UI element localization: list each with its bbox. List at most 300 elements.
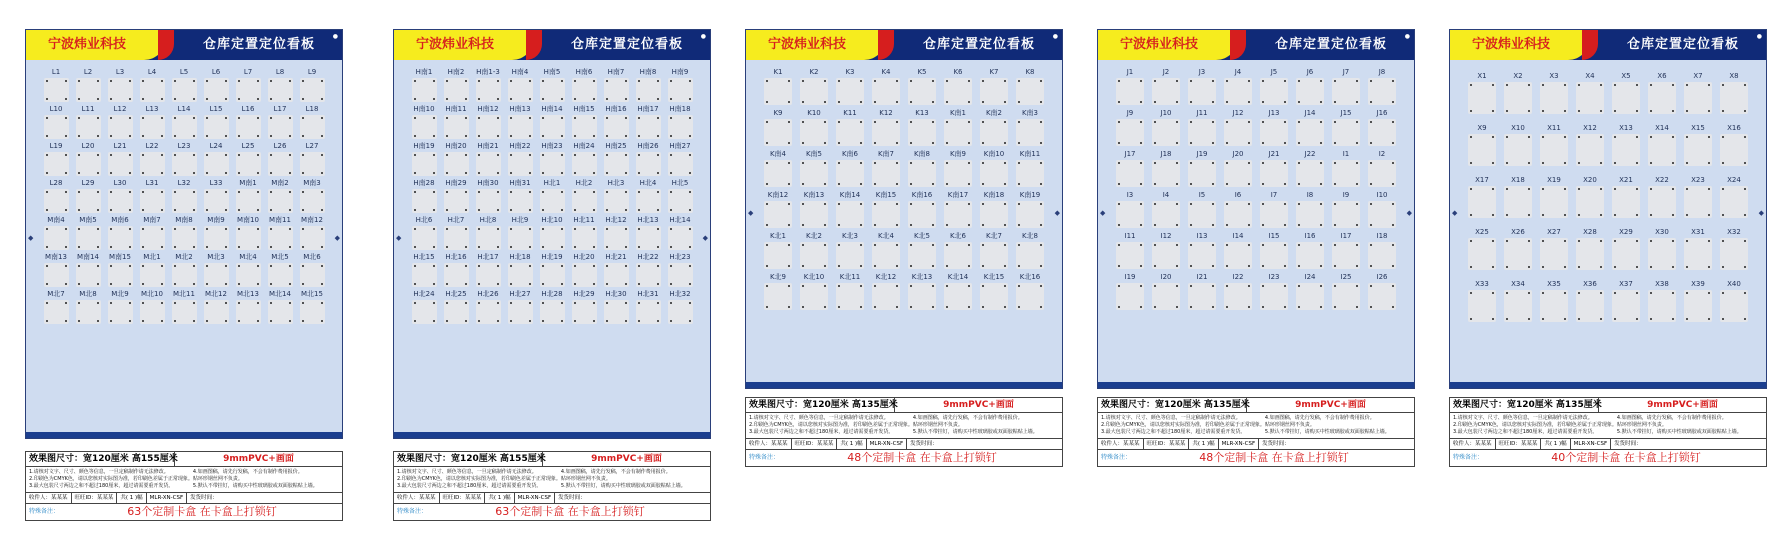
rivet-icon [946,101,948,103]
slot-label: H南13 [509,105,531,113]
slot-label: J2 [1162,68,1170,76]
card-slot [600,290,632,327]
card-box [300,78,325,102]
slot-label: X1 [1477,72,1487,80]
card-slot [1292,109,1328,150]
card-slot [72,290,104,327]
rivet-icon [1140,224,1142,226]
card-slot [600,142,632,179]
card-slot [632,253,664,290]
rivet-icon [465,135,467,137]
rivet-icon [1686,162,1688,164]
rivet-icon [860,162,862,164]
card-box [1648,238,1676,270]
slot-label: L4 [147,68,157,76]
rivet-icon [606,135,608,137]
card-box [300,189,325,213]
rivet-icon [78,209,80,211]
rivet-icon [1118,224,1120,226]
slot-label: H北24 [413,290,435,298]
slot-label: H南30 [477,179,499,187]
notes-row [26,467,342,493]
rivet-icon [414,154,416,156]
card-slot [1148,109,1184,150]
header-accent [1582,30,1598,60]
card-slot [904,68,940,109]
card-slot [1148,191,1184,232]
rivet-icon [896,285,898,287]
rivet-icon [1154,162,1156,164]
rivet-icon [129,98,131,100]
card-slot [832,68,868,109]
rivet-icon [1614,188,1616,190]
card-slot [408,253,440,290]
card-box [572,300,597,324]
rivet-icon [1650,110,1652,112]
slot-label: X27 [1547,228,1561,236]
card-box [236,263,261,287]
rivet-icon [1176,183,1178,185]
card-box [1188,160,1216,187]
slot-label: L12 [113,105,127,113]
rivet-icon [670,283,672,285]
card-box [1188,119,1216,146]
board-header [1098,30,1414,60]
slot-label: K12 [879,109,893,117]
card-slot [568,142,600,179]
slot-label: I25 [1340,273,1352,281]
card-box [508,152,533,176]
slot-label: X19 [1547,176,1561,184]
rivet-icon [1528,84,1530,86]
card-slot [664,68,696,105]
rivet-icon [1212,101,1214,103]
card-slot [440,290,472,327]
rivet-icon [766,101,768,103]
card-box [444,152,469,176]
rivet-icon [433,320,435,322]
card-box [1540,82,1568,114]
rivet-icon [238,172,240,174]
rivet-icon [625,98,627,100]
side-mark-icon: ◆ [396,234,402,242]
rivet-icon [1542,318,1544,320]
rivet-icon [1176,265,1178,267]
rivet-icon [1176,203,1178,205]
card-slot [1292,232,1328,273]
slot-label: M南11 [269,216,291,224]
rivet-icon [802,80,804,82]
card-box [1720,186,1748,218]
rivet-icon [1578,214,1580,216]
rivet-icon [321,80,323,82]
rivet-icon [433,117,435,119]
rivet-icon [446,135,448,137]
card-slot [1608,124,1644,176]
rivet-icon [302,172,304,174]
card-slot [1364,232,1400,273]
card-slot [796,68,832,109]
rivet-icon [593,154,595,156]
rivet-icon [1356,80,1358,82]
rivet-icon [1356,183,1358,185]
rivet-icon [1140,203,1142,205]
rivet-icon [968,121,970,123]
slot-label: H南8 [639,68,657,76]
rivet-icon [161,172,163,174]
rivet-icon [414,191,416,193]
rivet-icon [1708,266,1710,268]
board-title: 仓库定置定位看板 [1274,37,1387,52]
slot-label: X29 [1619,228,1633,236]
card-box [1684,186,1712,218]
rivet-icon [529,154,531,156]
rivet-icon [860,80,862,82]
rivet-icon [1392,80,1394,82]
rivet-icon [561,283,563,285]
rivet-icon [1578,84,1580,86]
rivet-icon [433,135,435,137]
rivet-icon [1018,285,1020,287]
rivet-icon [1650,318,1652,320]
rivet-icon [802,203,804,205]
rivet-icon [1284,265,1286,267]
rivet-icon [174,98,176,100]
rivet-icon [860,265,862,267]
wangwang-field: 旺旺ID：某某某 [72,493,118,503]
rivet-icon [689,265,691,267]
rivet-icon [574,135,576,137]
slot-label: M北5 [271,253,289,261]
rivet-icon [1672,110,1674,112]
rivet-icon [1370,121,1372,123]
rivet-icon [302,98,304,100]
card-box [44,115,69,139]
card-box [1152,119,1180,146]
card-box [172,78,197,102]
rivet-icon [161,80,163,82]
card-box [800,119,828,146]
rivet-icon [321,320,323,322]
card-slot [1328,150,1364,191]
slot-label: K5 [917,68,927,76]
card-slot [1256,232,1292,273]
card-box [1648,290,1676,322]
rivet-icon [946,183,948,185]
rivet-icon [802,101,804,103]
card-slot [104,290,136,327]
rivet-icon [896,162,898,164]
rivet-icon [802,244,804,246]
card-box [980,119,1008,146]
card-box [1720,238,1748,270]
rivet-icon [289,246,291,248]
rivet-icon [1176,306,1178,308]
rivet-icon [689,228,691,230]
rivet-icon [65,172,67,174]
rivet-icon [1334,306,1336,308]
rivet-icon [910,203,912,205]
card-slot [296,179,328,216]
rivet-icon [1190,101,1192,103]
rivet-icon [932,80,934,82]
slot-label: K南17 [947,191,969,199]
rivet-icon [321,154,323,156]
slot-label: I12 [1160,232,1172,240]
card-slot [632,216,664,253]
rivet-icon [257,283,259,285]
rivet-icon [766,121,768,123]
card-box [540,189,565,213]
card-box [1260,242,1288,269]
note-line: 2.印刷色为CMYK色，请以您核对实际图为准，若印刷色差属于正常现象。 [1101,422,1265,428]
card-slot [664,253,696,290]
rivet-icon [593,265,595,267]
rivet-icon [561,154,563,156]
brand-name: 宁波炜业科技 [1098,30,1238,60]
slot-label: X18 [1511,176,1525,184]
rivet-icon [1506,292,1508,294]
rivet-icon [1636,188,1638,190]
rivet-icon [510,265,512,267]
card-slot [568,216,600,253]
slot-label: K北7 [985,232,1003,240]
rivet-icon [478,228,480,230]
rivet-icon [1154,203,1156,205]
rivet-icon [1226,121,1228,123]
brand-name: 宁波炜业科技 [1450,30,1590,60]
rivet-icon [561,191,563,193]
rivet-icon [1248,142,1250,144]
rivet-icon [1542,214,1544,216]
rivet-icon [638,191,640,193]
rivet-icon [968,183,970,185]
rivet-icon [625,228,627,230]
rivet-icon [561,135,563,137]
rivet-icon [1528,266,1530,268]
card-box [108,300,133,324]
slot-label: L24 [209,142,223,150]
rivet-icon [193,228,195,230]
rivet-icon [689,320,691,322]
card-box [1368,242,1396,269]
board-bottom-bar [1450,382,1766,388]
rivet-icon [1636,266,1638,268]
rivet-icon [1176,162,1178,164]
rivet-icon [1298,80,1300,82]
card-slot [1716,228,1752,280]
ship-time-field: 发货时间： [1614,441,1642,447]
card-box [476,115,501,139]
rivet-icon [465,154,467,156]
rivet-icon [689,302,691,304]
rivet-icon [606,191,608,193]
rivet-icon [174,135,176,137]
rivet-icon [1708,188,1710,190]
note-line: 3.最大包装尺寸两边之和不超过180厘米，超过请需要重开发货。 [749,429,894,435]
card-box [172,152,197,176]
card-box [1224,242,1252,269]
rivet-icon [982,142,984,144]
rivet-icon [838,265,840,267]
card-slot [976,150,1012,191]
card-box [1504,290,1532,322]
rivet-icon [1542,240,1544,242]
card-box [1260,283,1288,310]
rivet-icon [1262,285,1264,287]
slot-label: M北6 [303,253,321,261]
slot-label: L28 [49,179,63,187]
note-line: 贴环形钢丝网不负责。 [560,476,611,482]
card-box [1368,283,1396,310]
signoff-row [746,439,1062,450]
rivet-icon [433,98,435,100]
rivet-icon [824,306,826,308]
rivet-icon [78,302,80,304]
rivet-icon [1140,244,1142,246]
rivet-icon [497,246,499,248]
rivet-icon [97,135,99,137]
card-box [268,115,293,139]
slot-label: H北7 [447,216,465,224]
card-box [636,300,661,324]
rivet-icon [302,320,304,322]
rivet-icon [1672,214,1674,216]
rivet-icon [1672,84,1674,86]
rivet-icon [638,228,640,230]
rivet-icon [270,320,272,322]
rivet-icon [1018,244,1020,246]
rivet-icon [946,224,948,226]
rivet-icon [206,172,208,174]
rivet-icon [542,283,544,285]
card-slot [536,105,568,142]
rivet-icon [860,142,862,144]
rivet-icon [78,135,80,137]
rivet-icon [289,135,291,137]
card-slot [868,232,904,273]
card-slot [1012,273,1048,314]
card-box [444,189,469,213]
slot-label: M北9 [111,290,129,298]
card-box [1540,238,1568,270]
card-slot [72,253,104,290]
rivet-icon [529,135,531,137]
rivet-icon [1154,244,1156,246]
rivet-icon [1118,306,1120,308]
rivet-icon [1686,84,1688,86]
rivet-icon [1262,265,1264,267]
rivet-icon [110,246,112,248]
rivet-icon [321,209,323,211]
slot-label: X7 [1693,72,1703,80]
rivet-icon [910,224,912,226]
slot-label: X13 [1619,124,1633,132]
card-slot [40,68,72,105]
rivet-icon [1650,240,1652,242]
card-box [1612,290,1640,322]
card-box [172,226,197,250]
rivet-icon [1744,110,1746,112]
notes-right [1265,415,1411,436]
rivet-icon [1118,285,1120,287]
rivet-icon [657,172,659,174]
rivet-icon [97,228,99,230]
rivet-icon [638,80,640,82]
rivet-icon [46,172,48,174]
rivet-icon [542,228,544,230]
count-field: 共( 1 )幅 [485,493,514,503]
rivet-icon [193,154,195,156]
card-slot [940,191,976,232]
card-box [636,189,661,213]
board-title: 仓库定置定位看板 [1626,37,1739,52]
rivet-icon [1004,203,1006,205]
rivet-icon [638,135,640,137]
slot-label: I4 [1162,191,1170,199]
rivet-icon [161,228,163,230]
card-slot [104,179,136,216]
rivet-icon [174,117,176,119]
card-box [944,78,972,105]
card-box [412,115,437,139]
card-slot [632,142,664,179]
rivet-icon [593,172,595,174]
card-box [108,78,133,102]
card-box [800,160,828,187]
notes-row [746,413,1062,439]
kanban-board [745,29,1063,389]
card-box [1296,78,1324,105]
header-accent [878,30,894,60]
rivet-icon [838,101,840,103]
rivet-icon [225,117,227,119]
card-box [540,78,565,102]
rivet-icon [478,135,480,137]
note-line: 5.默认不带挂钉，请购买中性玻璃胶或双面胶粘贴上墙。 [192,483,318,489]
rivet-icon [1190,121,1192,123]
ship-time-field: 发货时间： [190,495,218,501]
rivet-icon [574,302,576,304]
slot-label: X2 [1513,72,1523,80]
note-line: 2.印刷色为CMYK色，请以您核对实际图为准，若印刷色差属于正常现象。 [749,422,913,428]
rivet-icon [657,320,659,322]
rivet-icon [321,135,323,137]
card-box [1016,78,1044,105]
card-box [44,152,69,176]
card-box [1468,82,1496,114]
rivet-icon [593,135,595,137]
rivet-icon [529,228,531,230]
rivet-icon [802,265,804,267]
rivet-icon [321,98,323,100]
card-slot [664,179,696,216]
rivet-icon [1744,162,1746,164]
card-slot [408,142,440,179]
rivet-icon [657,246,659,248]
card-slot [1256,150,1292,191]
rivet-icon [1140,162,1142,164]
card-box [1720,82,1748,114]
card-grid [1464,72,1752,332]
spec-table [393,451,711,521]
rivet-icon [478,209,480,211]
card-box [1152,78,1180,105]
slot-label: J12 [1232,109,1244,117]
card-box [1648,134,1676,166]
rivet-icon [670,191,672,193]
slot-label: X16 [1727,124,1741,132]
